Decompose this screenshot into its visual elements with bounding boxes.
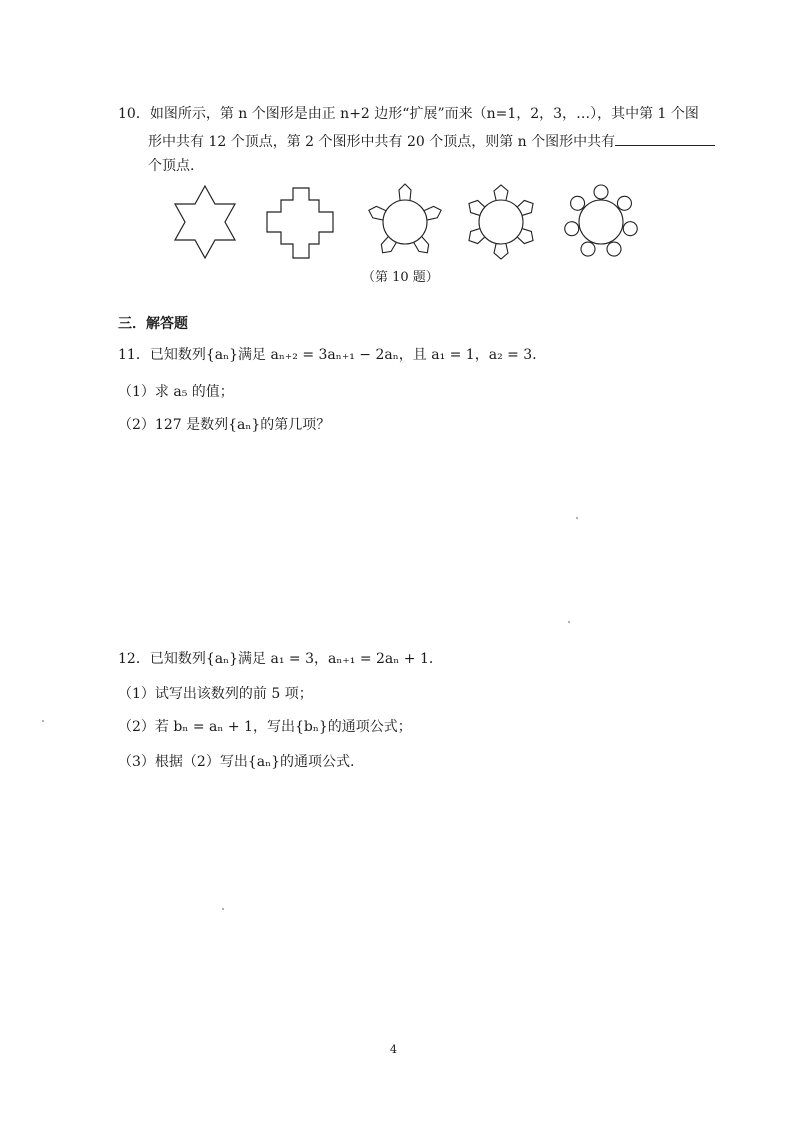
figure-1-hexagram	[175, 186, 235, 258]
q12-stem: 12．已知数列{aₙ}满足 a₁ = 3，aₙ₊₁ = 2aₙ + 1．	[118, 651, 443, 667]
q10-line3: 个顶点.	[148, 158, 195, 174]
q10-figures	[165, 182, 655, 262]
scan-speck	[568, 621, 570, 623]
q11-stem: 11．已知数列{aₙ}满足 aₙ₊₂ = 3aₙ₊₁ − 2aₙ，且 a₁ = 1，a₂ = 3．	[118, 347, 547, 363]
q10-line1: 10．如图所示，第 n 个图形是由正 n+2 边形“扩展”而来（n=1，2，3，…），其中第 1 个图	[118, 106, 699, 122]
q10-line2-text: 形中共有 12 个顶点，第 2 个图形中共有 20 个顶点，则第 n 个图形中共有	[148, 134, 616, 150]
page-number: 4	[390, 1043, 397, 1056]
q11-part1: （1）求 a₅ 的值；	[118, 384, 234, 400]
q10-line2	[148, 132, 715, 152]
answer-blank	[615, 133, 715, 146]
figure-5-heptagon-expanded	[563, 185, 638, 258]
q10-caption: （第 10 题）	[362, 270, 439, 285]
figure-3-pentagon-expanded	[367, 184, 443, 256]
scan-speck	[576, 517, 578, 519]
figure-2-square-expanded	[267, 188, 333, 258]
scan-speck	[42, 720, 44, 722]
figure-4-hexagon-expanded	[465, 185, 536, 259]
section-title: 三．解答题	[118, 316, 188, 332]
q12-part3: （3）根据（2）写出{aₙ}的通项公式.	[118, 754, 355, 770]
q12-part2: （2）若 bₙ = aₙ + 1，写出{bₙ}的通项公式；	[118, 719, 412, 735]
q11-part2: （2）127 是数列{aₙ}的第几项？	[118, 417, 331, 433]
scan-speck	[222, 908, 224, 910]
q12-part1: （1）试写出该数列的前 5 项；	[118, 686, 313, 702]
